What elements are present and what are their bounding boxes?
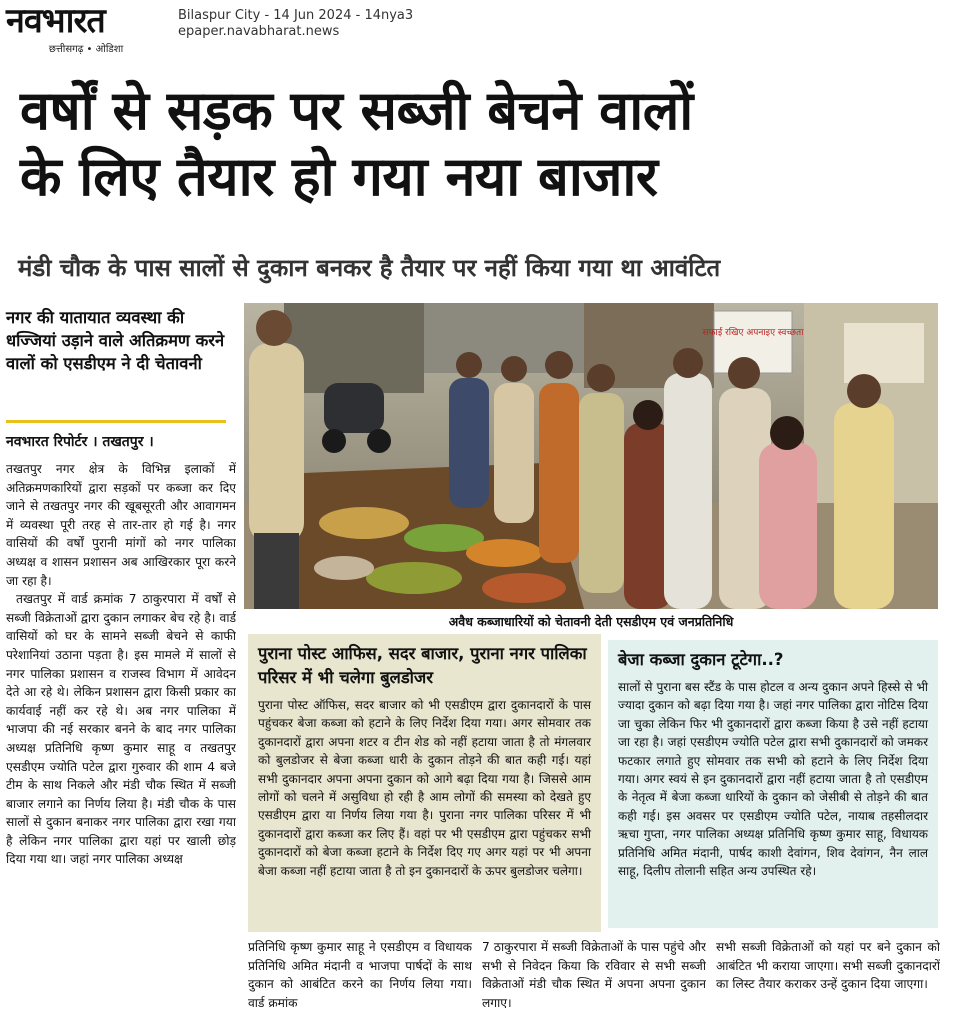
shop-banner-text: सफाई रखिए अपनाइए स्वच्छता (702, 328, 804, 338)
edition-date: Bilaspur City - 14 Jun 2024 - 14nya3 (178, 8, 414, 23)
article-paragraph: 7 ठाकुरपारा में सब्जी विक्रेताओं के पास पहुंचे और सभी से निवेदन किया कि रविवार से सभी सब्जी विक्रेताओं मंडी चौक स्थित में अपना अपना दुकान लगाए। (482, 940, 706, 1010)
market-scene-photo (244, 303, 938, 609)
headline (20, 78, 940, 210)
left-article-column (6, 460, 236, 1020)
box-body: सालों से पुराना बस स्टैंड के पास होटल व अन्य दुकान अपने हिस्से से भी ज्यादा दुकान को बढ़ा दिया गया है। जहां नगर पालिका द्वारा नोटिस दिया जा चुका लेकिन फिर भी दुकानदारों द्वारा कब्जा किया है उसे नहीं हटाया जा रहा है। जहां एसडीएम ज्योति पटेल द्वारा सभी दुकानदारों को जमकर फटकार लगाते हुए सोमवार तक सभी को हटाने के लिए निर्देश दिया गया। अगर स्वयं से इन दुकानदारों द्वारा नहीं हटाया जाता है तो एसडीएम के नेतृत्व में बेजा कब्जा धारियों के दुकान को जेसीबी से तोड़ने की बात कही गई। इस अवसर पर एसडीएम ज्योति पटेल, नायाब तहसीलदार ऋचा गुप्ता, नगर पालिका अध्यक्ष प्रतिनिधि कृष्ण कुमार साहू, विधायक प्रतिनिधि अमित मंदानी, पार्षद काशी देवांगन, शिव देवांगन, नैन लाल साहू, दिलीप तोलानी सहित अन्य उपस्थित रहे। (618, 680, 928, 879)
headline-line-2: के लिए तैयार हो गया नया बाजार (20, 145, 658, 208)
masthead-logo (6, 1, 166, 60)
newspaper-name: नवभारत (6, 1, 105, 41)
newspaper-region: छत्तीसगढ़ • ओडिशा (48, 44, 124, 55)
box-title: बेजा कब्जा दुकान टूटेगा..? (618, 650, 784, 669)
byline: नवभारत रिपोर्टर । तखतपुर । (6, 434, 154, 450)
bottom-column-2 (482, 938, 706, 1024)
sidebar-box-bulldozer (248, 634, 601, 932)
edition-info (178, 8, 413, 40)
teaser-text: नगर की यातायात व्यवस्था की धज्जियां उड़ाने वाले अतिक्रमण करने वालों को एसडीएम ने दी चेतावनी (6, 308, 225, 373)
teaser-divider (6, 420, 226, 423)
photo-caption: अवैध कब्जाधारियों को चेतावनी देती एसडीएम एवं जनप्रतिनिधि (448, 614, 734, 629)
bottom-column-3 (716, 938, 940, 1024)
news-photo (244, 303, 938, 609)
headline-line-1: वर्षों से सड़क पर सब्जी बेचने वालों (20, 79, 693, 142)
box-body: पुराना पोस्ट ऑफिस, सदर बाजार को भी एसडीएम द्वारा दुकानदारों के पास पहुंचकर बेजा कब्जा को हटाने के लिए निर्देश दिया गया। अगर सोमवार तक दुकानदारों द्वारा अपना शटर व टीन शेड को नहीं हटाया जाता है तो मंगलवार को बुलडोजर से बेजा कब्जा धारी के दुकान तोड़ने की बात कही गई। यहां सभी दुकानदार अपना अपना दुकान को आगे बढ़ा दिया गया है। जिससे आम लोगों को चलने में असुविधा हो रही है आम लोगों की समस्या को देखते हुए एसडीएम द्वारा या निर्णय लिया गया है। पुराना नगर पालिका परिसर में भी दुकानदारों द्वारा कब्जा कर लिए हैं। वहां पर भी एसडीएम द्वारा पहुंचकर सभी दुकानदारों को बेजा कब्जा हटाने के निर्देश दिए गए अगर यहां पर भी अपना बेजा कब्जा नहीं हटाया जाता है तो इन दुकानदारों के ऊपर बुलडोजर चलेगा। (258, 698, 591, 878)
edition-url[interactable]: epaper.navabharat.news (178, 24, 340, 39)
article-paragraph: तखतपुर नगर क्षेत्र के विभिन्न इलाकों में अतिक्रमणकारियों द्वारा सड़कों पर कब्जा कर दिए जाने से तखतपुर नगर की खूबसूरती और आवागमन में व्यवस्था पूरी तरह से तार-तार हो गई है। नगर वासियों की वर्षों पुरानी मांगों को नगर पालिका अध्यक्ष व शासन प्रशासन अब आखिरकार पूरा करने जा रहा है। (6, 462, 236, 588)
box-title: पुराना पोस्ट आफिस, सदर बाजार, पुराना नगर पालिका परिसर में भी चलेगा बुलडोजर (258, 644, 587, 687)
bottom-column-1 (248, 938, 472, 1024)
subheadline: मंडी चौक के पास सालों से दुकान बनकर है तैयार पर नहीं किया गया था आवंटित (18, 254, 721, 282)
sidebar-box-encroachment (608, 640, 938, 928)
article-paragraph: प्रतिनिधि कृष्ण कुमार साहू ने एसडीएम व विधायक प्रतिनिधि अमित मंदानी व भाजपा पार्षदों के साथ दुकान को आबंटित करने का निर्णय लिया गया। वार्ड क्रमांक (248, 940, 472, 1010)
article-paragraph: तखतपुर में वार्ड क्रमांक 7 ठाकुरपारा में वर्षों से सब्जी विक्रेताओं द्वारा दुकान लगाकर बेच रहे है। वार्ड वासियों को घर के सामने सब्जी बेचने से काफी परेशानियां उठाना पड़ता है। इस मामले में सालों से नगर पालिका प्रशासन व राजस्व विभाग में आवेदन देते आ रहे थे। लेकिन प्रशासन द्वारा किसी प्रकार का कार्यवाई नहीं कर रहे थे। अब नगर पालिका में भाजपा की नई सरकार बनने के बाद नगर पालिका अध्यक्ष प्रतिनिधि कृष्ण कुमार साहू व तखतपुर एसडीएम ज्योति पटेल द्वारा गुरुवार की शाम 4 बजे टीम के साथ निकले और मंडी चौक स्थित में सब्जी बाजार लगाने का निर्णय लिया है। मंडी चौक के पास सालों से दुकान बनाकर नगर पालिका द्वारा रखा गया है लेकिन नगर पालिका द्वारा यहां पर खाली छोड़ दिया गया था। जहां नगर पालिका अध्यक्ष (6, 592, 236, 867)
article-paragraph: सभी सब्जी विक्रेताओं को यहां पर बने दुकान को आबंटित भी कराया जाएगा। सभी सब्जी दुकानदारों का लिस्ट तैयार कराकर उन्हें दुकान दिया जाएगा। (716, 940, 940, 992)
